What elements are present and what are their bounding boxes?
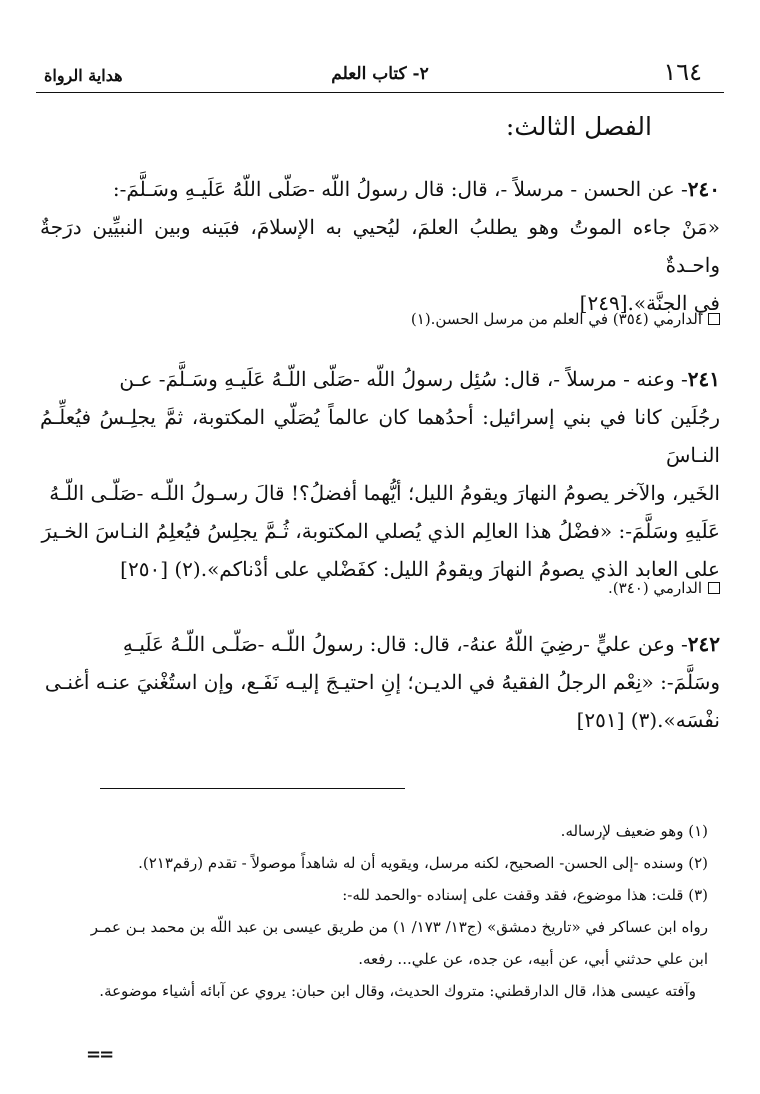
hadith-line: ٢٤٢- وعن عليٍّ -رضِيَ اللّهُ عنهُ-، قال: قال: رسولُ اللّـه -صَلّـى اللّـهُ عَلَيـهِ: [122, 632, 720, 656]
hadith-line: الخَير، والآخر يصومُ النهارَ ويقومُ الليل؛ أيُّهما أفضلُ؟! قالَ رسـولُ اللّـه -صَلّـى اللّـهُ: [49, 481, 720, 505]
square-bullet-icon: [708, 313, 720, 325]
section-title: الفصل الثالث:: [505, 112, 652, 141]
hadith-number: ٢٤١: [687, 367, 720, 391]
page-header: [36, 58, 724, 90]
hadith-line: وسَلَّمَ-: «نِعْم الرجلُ الفقيهُ في الديـن؛ إنِ احتيـجَ إليـه نَفَـع، وإن استُغْنيَ عنـه أغنـى: [44, 670, 720, 694]
hadith-number: ٢٤٢: [687, 632, 720, 656]
hadith-line: نفْسَه».(٣) [٢٥١]: [576, 708, 720, 732]
footnote: (١) وهو ضعيف لإرساله.: [560, 822, 708, 840]
chapter-title: ٢- كتاب العلم: [331, 64, 429, 84]
footnote: (٢) وسنده -إلى الحسن- الصحيح، لكنه مرسل، ويقويه أن له شاهداً موصولاً - تقدم (رقم٢١٣).: [138, 854, 708, 872]
hadith-line: ٢٤١- وعنه - مرسلاً -، قال: سُئِل رسولُ اللّه -صَلّى اللّـهُ عَلَيـهِ وسَـلَّمَ- عـن: [119, 367, 720, 391]
source-text: الدارمي (٣٤٠).: [608, 579, 702, 597]
end-mark: ==: [86, 1044, 113, 1065]
hadith-source: [411, 308, 720, 330]
hadith-line: ٢٤٠- عن الحسن - مرسلاً -، قال: قال رسولُ اللّه -صَلّى اللّهُ عَلَيـهِ وسَـلَّمَ-:: [112, 177, 720, 201]
footnote-continuation: رواه ابن عساكر في «تاريخ دمشق» (ج١٣/ ١٧٣/ ١) من طريق عيسى بن عبد اللّه بن محمد بـن عمـر: [90, 918, 708, 936]
hadith-source: [608, 577, 720, 599]
hadith-line: رجُلَين كانا في بني إسرائيل: أحدُهما كان عالماً يُصَلّي المكتوبة، ثمَّ يجلِـسُ فيُعلِّـمُ النـاسَ: [40, 405, 720, 467]
hadith-line: عَلَيهِ وسَلَّمَ-: «فضْلُ هذا العالِم الذي يُصلي المكتوبة، ثُـمَّ يجلِسُ فيُعلِمُ النـاسَ الخـيرَ: [41, 519, 720, 543]
footnote-continuation: وآفته عيسى هذا، قال الدارقطني: متروك الحديث، وقال ابن حبان: يروي عن آبائه أشياء موضوعة.: [99, 982, 696, 1000]
hadith-line: «مَنْ جاءه الموتُ وهو يطلبُ العلمَ، ليُحيي به الإسلامَ، فبَينه وبين النبيِّين درَجةٌ واحـدةٌ: [40, 215, 720, 277]
source-text: الدارمي (٣٥٤) في العلم من مرسل الحسن.(١): [410, 310, 702, 328]
hadith-number: ٢٤٠: [687, 177, 720, 201]
hadith-line: على العابد الذي يصومُ النهارَ ويقومُ الليل: كفَضْلي على أدْناكم».(٢) [٢٥٠]: [120, 557, 720, 581]
footnote: (٣) قلت: هذا موضوع، فقد وقفت على إسناده -والحمد لله-:: [342, 886, 708, 904]
hadith-line: في الجنَّة».[٢٤٩]: [579, 291, 720, 315]
hadith-240: [40, 170, 720, 322]
footnote-continuation: ابن علي حدثني أبي، عن أبيه، عن جده، عن علي... رفعه.: [358, 950, 708, 968]
footnotes: [40, 816, 708, 1008]
hadith-242: [40, 625, 720, 739]
hadith-241: [40, 360, 720, 588]
book-title: هداية الرواة: [44, 66, 123, 85]
header-divider: [36, 92, 724, 93]
square-bullet-icon: [708, 582, 720, 594]
page-number: ١٦٤: [663, 58, 702, 86]
footnote-divider: [100, 788, 405, 789]
